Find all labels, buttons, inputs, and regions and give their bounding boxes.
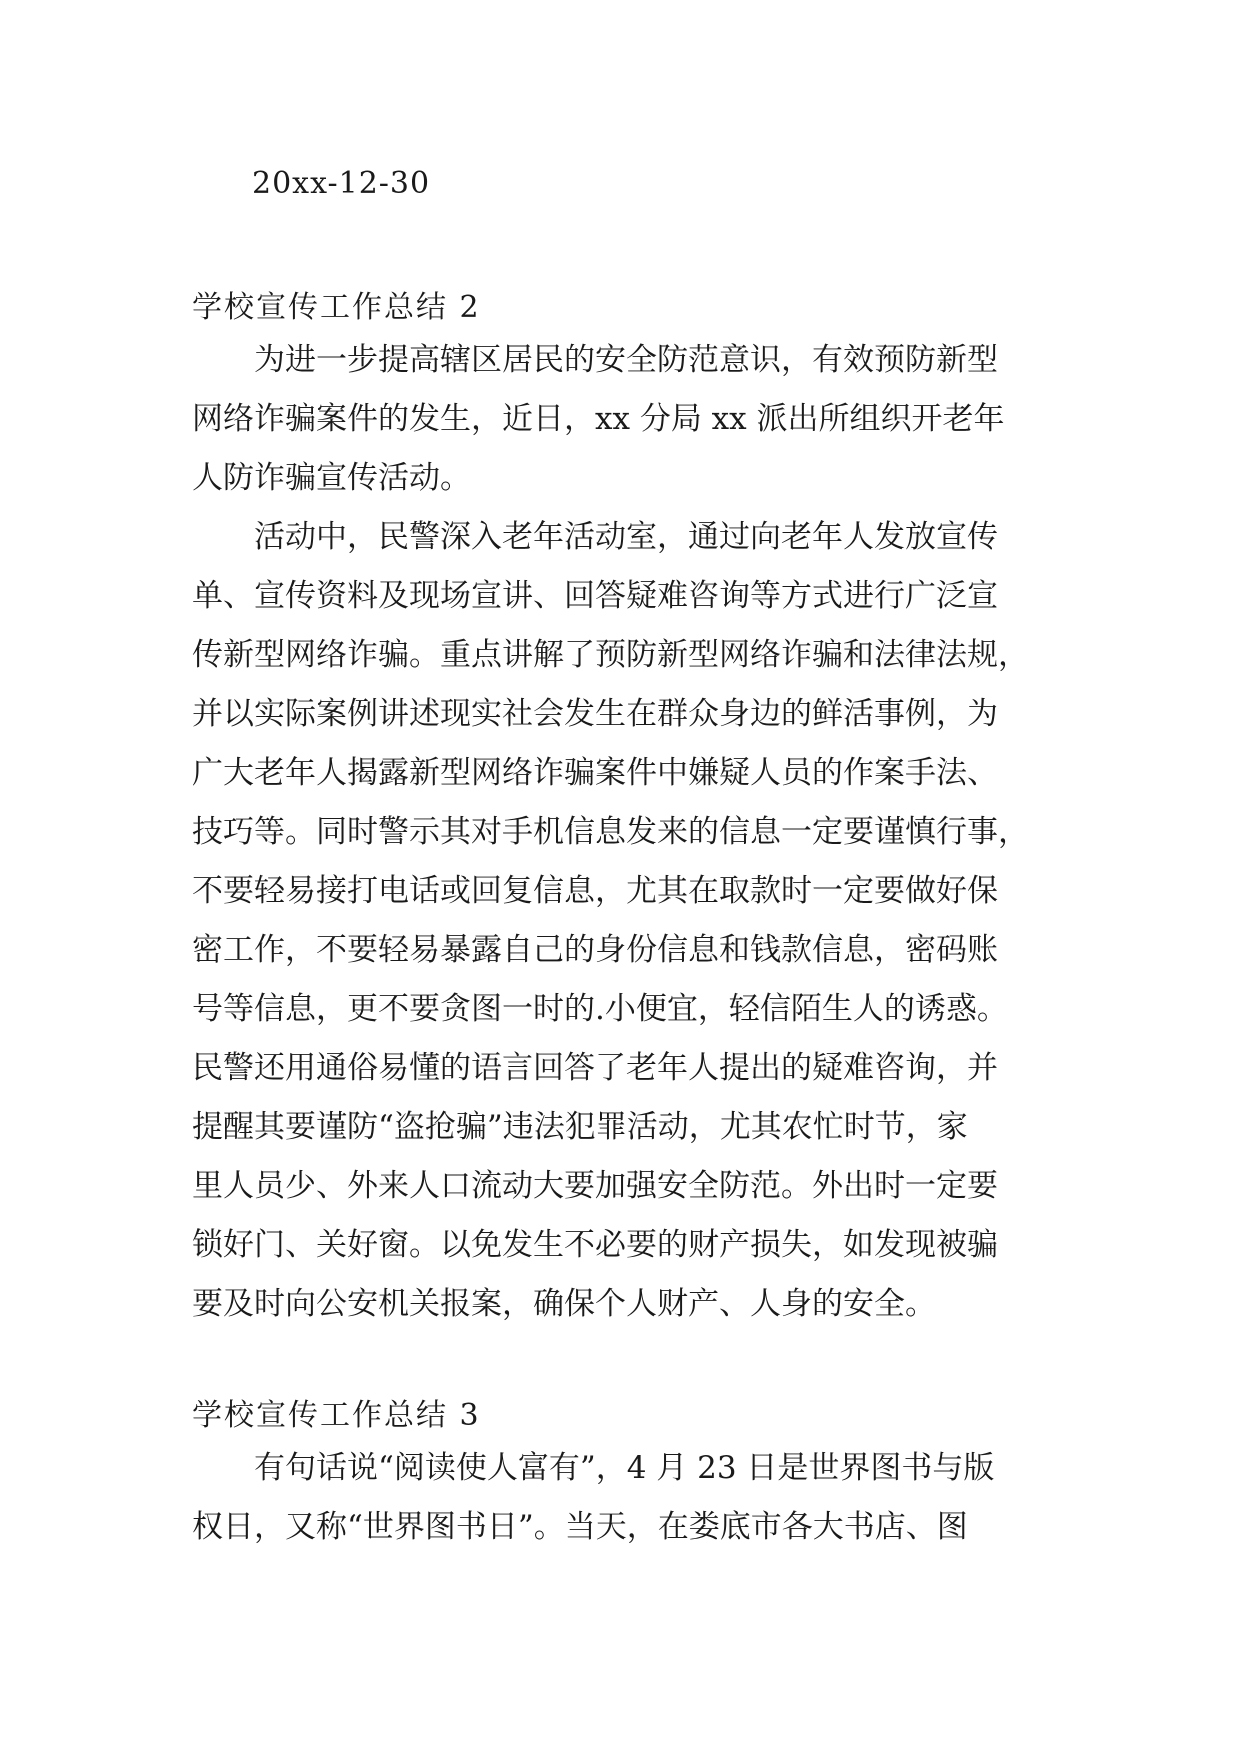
text-line: 网络诈骗案件的发生，近日，xx 分局 xx 派出所组织开老年 [192, 401, 1005, 437]
section-3-paragraph-1 [192, 1439, 994, 1557]
text-line: 有句话说“阅读使人富有”，4 月 23 日是世界图书与版 [192, 1450, 995, 1486]
text-line: 广大老年人揭露新型网络诈骗案件中嫌疑人员的作案手法、 [192, 755, 998, 791]
text-line: 人防诈骗宣传活动。 [192, 460, 471, 496]
section-2-paragraph-1 [192, 331, 1005, 508]
text-line: 技巧等。同时警示其对手机信息发来的信息一定要谨慎行事， [192, 814, 1029, 850]
text-line: 不要轻易接打电话或回复信息，尤其在取款时一定要做好保 [192, 873, 998, 909]
text-line: 权日，又称“世界图书日”。当天，在娄底市各大书店、图 [192, 1509, 968, 1545]
section-2-paragraph-2 [192, 508, 1029, 1334]
text-line: 要及时向公安机关报案，确保个人财产、人身的安全。 [192, 1286, 936, 1322]
section-3-title: 学校宣传工作总结 3 [192, 1398, 481, 1433]
document-date: 20xx-12-30 [252, 166, 431, 201]
section-2-title: 学校宣传工作总结 2 [192, 290, 481, 325]
text-line: 号等信息，更不要贪图一时的.小便宜，轻信陌生人的诱惑。 [192, 991, 1008, 1027]
text-line: 锁好门、关好窗。以免发生不必要的财产损失，如发现被骗 [192, 1227, 998, 1263]
text-line: 传新型网络诈骗。重点讲解了预防新型网络诈骗和法律法规， [192, 637, 1029, 673]
text-line: 并以实际案例讲述现实社会发生在群众身边的鲜活事例，为 [192, 696, 998, 732]
text-line: 密工作，不要轻易暴露自己的身份信息和钱款信息，密码账 [192, 932, 998, 968]
text-line: 里人员少、外来人口流动大要加强安全防范。外出时一定要 [192, 1168, 998, 1204]
text-line: 为进一步提高辖区居民的安全防范意识，有效预防新型 [192, 342, 998, 378]
text-line: 活动中，民警深入老年活动室，通过向老年人发放宣传 [192, 519, 998, 555]
text-line: 民警还用通俗易懂的语言回答了老年人提出的疑难咨询，并 [192, 1050, 998, 1086]
text-line: 单、宣传资料及现场宣讲、回答疑难咨询等方式进行广泛宣 [192, 578, 998, 614]
text-line: 提醒其要谨防“盗抢骗”违法犯罪活动，尤其农忙时节，家 [192, 1109, 968, 1145]
